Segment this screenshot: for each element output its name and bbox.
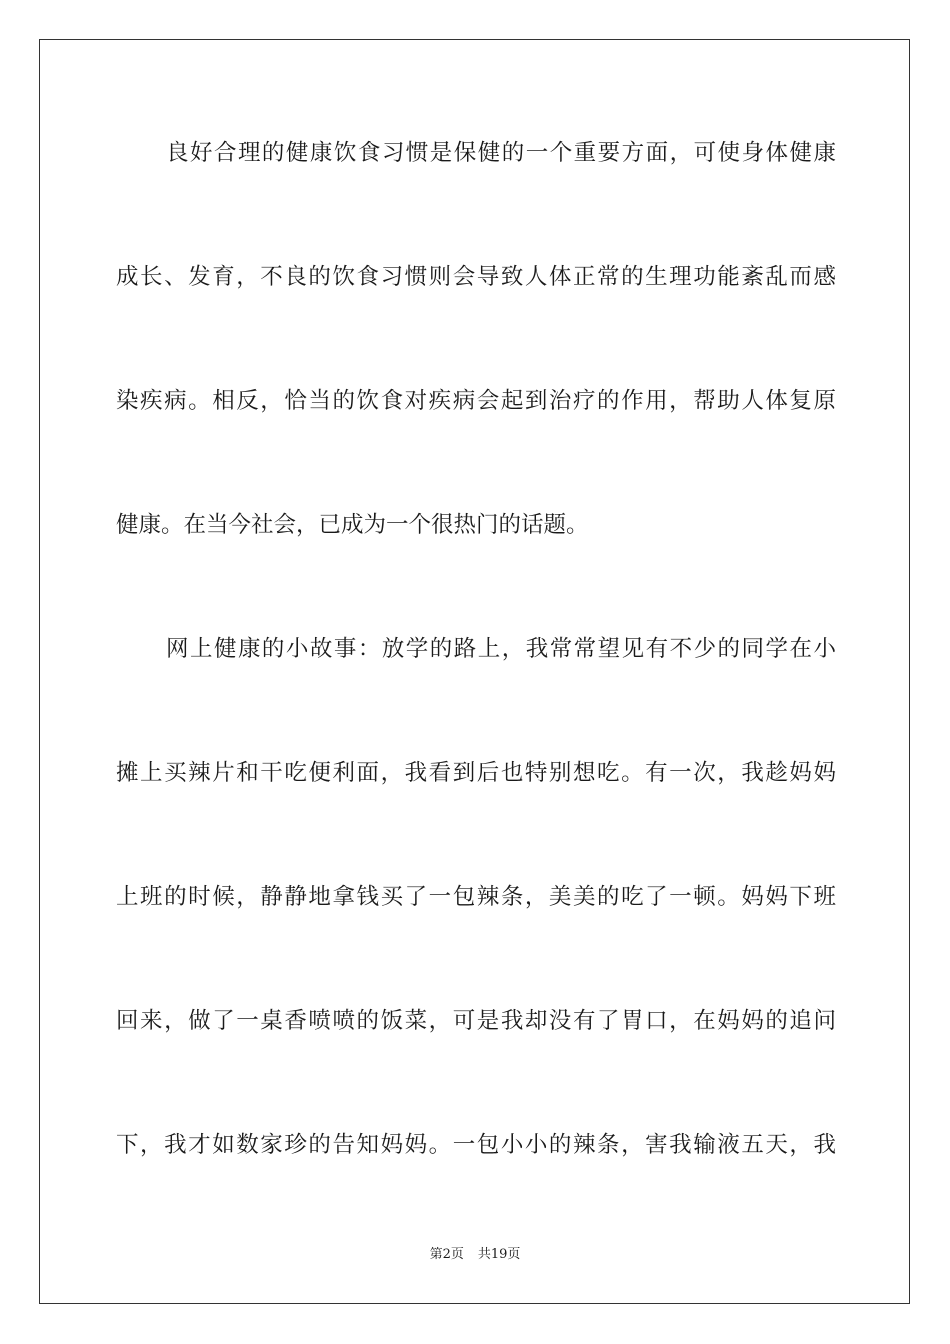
paragraph-2-line-3: 上班的时候，静静地拿钱买了一包辣条，美美的吃了一顿。妈妈下班: [116, 884, 836, 910]
paragraph-1-line-1: 良好合理的健康饮食习惯是保健的一个重要方面，可使身体健康: [166, 140, 836, 166]
paragraph-2-line-1: 网上健康的小故事：放学的路上，我常常望见有不少的同学在小: [166, 636, 836, 662]
paragraph-2-line-2: 摊上买辣片和干吃便利面，我看到后也特别想吃。有一次，我趁妈妈: [116, 760, 836, 786]
current-page-number: 第2页: [429, 1247, 464, 1262]
paragraph-1-line-4: 健康。在当今社会，已成为一个很热门的话题。: [116, 512, 589, 538]
paragraph-1-line-3: 染疾病。相反，恰当的饮食对疾病会起到治疗的作用，帮助人体复原: [116, 388, 836, 414]
paragraph-1-line-2: 成长、发育，不良的饮食习惯则会导致人体正常的生理功能紊乱而感: [116, 264, 836, 290]
page-footer: [0, 1246, 950, 1264]
paragraph-2-line-5: 下，我才如数家珍的告知妈妈。一包小小的辣条，害我输液五天，我: [116, 1132, 836, 1158]
page-border: [39, 39, 910, 1304]
paragraph-2-line-4: 回来，做了一桌香喷喷的饭菜，可是我却没有了胃口，在妈妈的追问: [116, 1008, 836, 1034]
total-pages: 共19页: [477, 1247, 521, 1262]
